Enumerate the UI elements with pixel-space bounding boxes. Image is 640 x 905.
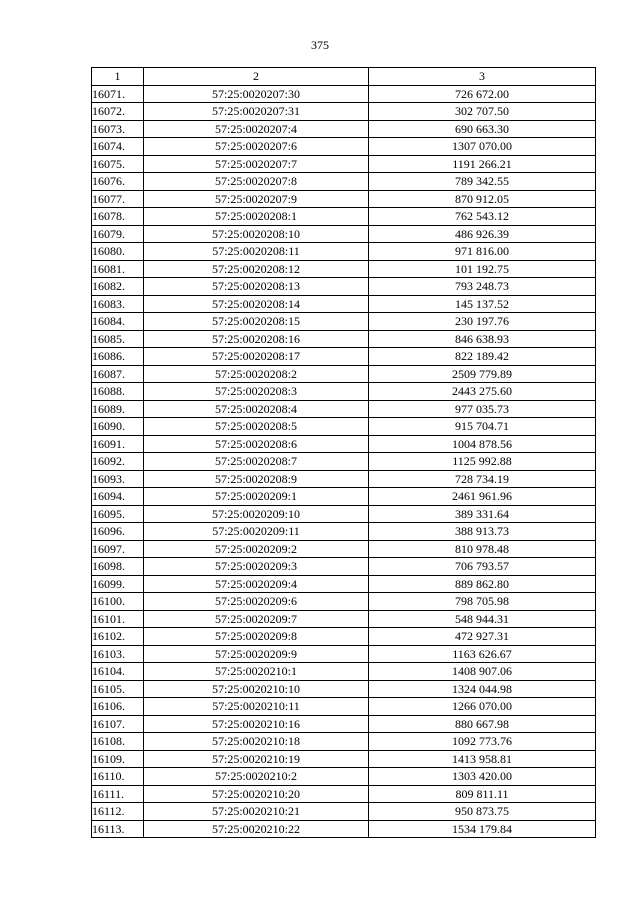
row-number-cell: 16088.	[92, 383, 144, 401]
row-number-cell: 16086.	[92, 348, 144, 366]
cadastral-number-cell: 57:25:0020208:9	[144, 470, 369, 488]
row-number-cell: 16071.	[92, 85, 144, 103]
value-cell: 101 192.75	[369, 260, 596, 278]
value-cell: 486 926.39	[369, 225, 596, 243]
cadastral-number-cell: 57:25:0020209:6	[144, 593, 369, 611]
table-row	[92, 103, 596, 121]
row-number-cell: 16077.	[92, 190, 144, 208]
data-table	[91, 67, 596, 838]
row-number-cell: 16110.	[92, 768, 144, 786]
cadastral-number-cell: 57:25:0020208:3	[144, 383, 369, 401]
row-number-cell: 16096.	[92, 523, 144, 541]
row-number-cell: 16101.	[92, 610, 144, 628]
row-number-cell: 16075.	[92, 155, 144, 173]
cadastral-number-cell: 57:25:0020208:16	[144, 330, 369, 348]
column-header-3: 3	[369, 68, 596, 86]
cadastral-number-cell: 57:25:0020208:12	[144, 260, 369, 278]
column-header-1: 1	[92, 68, 144, 86]
row-number-cell: 16108.	[92, 733, 144, 751]
value-cell: 762 543.12	[369, 208, 596, 226]
table-row	[92, 383, 596, 401]
value-cell: 1408 907.06	[369, 663, 596, 681]
row-number-cell: 16076.	[92, 173, 144, 191]
value-cell: 846 638.93	[369, 330, 596, 348]
table-row	[92, 330, 596, 348]
row-number-cell: 16095.	[92, 505, 144, 523]
table-row	[92, 820, 596, 838]
row-number-cell: 16104.	[92, 663, 144, 681]
value-cell: 706 793.57	[369, 558, 596, 576]
value-cell: 810 978.48	[369, 540, 596, 558]
table-row	[92, 313, 596, 331]
table-row	[92, 750, 596, 768]
cadastral-number-cell: 57:25:0020210:19	[144, 750, 369, 768]
page-number: 375	[311, 38, 329, 52]
row-number-cell: 16078.	[92, 208, 144, 226]
cadastral-number-cell: 57:25:0020209:10	[144, 505, 369, 523]
row-number-cell: 16106.	[92, 698, 144, 716]
table-row	[92, 225, 596, 243]
cadastral-number-cell: 57:25:0020208:14	[144, 295, 369, 313]
table-row	[92, 155, 596, 173]
table-row	[92, 505, 596, 523]
cadastral-number-cell: 57:25:0020208:13	[144, 278, 369, 296]
cadastral-number-cell: 57:25:0020208:15	[144, 313, 369, 331]
value-cell: 548 944.31	[369, 610, 596, 628]
value-cell: 880 667.98	[369, 715, 596, 733]
row-number-cell: 16094.	[92, 488, 144, 506]
table-row	[92, 488, 596, 506]
table-row	[92, 733, 596, 751]
table-row	[92, 243, 596, 261]
cadastral-number-cell: 57:25:0020210:21	[144, 803, 369, 821]
table-row	[92, 260, 596, 278]
table-row	[92, 558, 596, 576]
cadastral-number-cell: 57:25:0020208:5	[144, 418, 369, 436]
value-cell: 1307 070.00	[369, 138, 596, 156]
row-number-cell: 16111.	[92, 785, 144, 803]
value-cell: 798 705.98	[369, 593, 596, 611]
cadastral-number-cell: 57:25:0020207:31	[144, 103, 369, 121]
table-row	[92, 453, 596, 471]
table-header-row	[92, 68, 596, 86]
row-number-cell: 16084.	[92, 313, 144, 331]
table-row	[92, 663, 596, 681]
value-cell: 977 035.73	[369, 400, 596, 418]
table-row	[92, 278, 596, 296]
cadastral-number-cell: 57:25:0020208:11	[144, 243, 369, 261]
row-number-cell: 16074.	[92, 138, 144, 156]
value-cell: 1125 992.88	[369, 453, 596, 471]
cadastral-number-cell: 57:25:0020210:16	[144, 715, 369, 733]
row-number-cell: 16083.	[92, 295, 144, 313]
value-cell: 388 913.73	[369, 523, 596, 541]
value-cell: 793 248.73	[369, 278, 596, 296]
table-row	[92, 803, 596, 821]
cadastral-number-cell: 57:25:0020208:7	[144, 453, 369, 471]
table-row	[92, 628, 596, 646]
table-row	[92, 680, 596, 698]
cadastral-number-cell: 57:25:0020208:17	[144, 348, 369, 366]
table-row	[92, 523, 596, 541]
cadastral-number-cell: 57:25:0020209:11	[144, 523, 369, 541]
cadastral-number-cell: 57:25:0020209:4	[144, 575, 369, 593]
value-cell: 889 862.80	[369, 575, 596, 593]
row-number-cell: 16082.	[92, 278, 144, 296]
cadastral-number-cell: 57:25:0020208:1	[144, 208, 369, 226]
value-cell: 690 663.30	[369, 120, 596, 138]
table-row	[92, 715, 596, 733]
cadastral-number-cell: 57:25:0020209:1	[144, 488, 369, 506]
table-row	[92, 540, 596, 558]
cadastral-number-cell: 57:25:0020210:22	[144, 820, 369, 838]
cadastral-number-cell: 57:25:0020209:8	[144, 628, 369, 646]
row-number-cell: 16098.	[92, 558, 144, 576]
value-cell: 1004 878.56	[369, 435, 596, 453]
value-cell: 145 137.52	[369, 295, 596, 313]
cadastral-number-cell: 57:25:0020208:6	[144, 435, 369, 453]
row-number-cell: 16097.	[92, 540, 144, 558]
row-number-cell: 16080.	[92, 243, 144, 261]
value-cell: 1534 179.84	[369, 820, 596, 838]
table-row	[92, 400, 596, 418]
cadastral-number-cell: 57:25:0020207:6	[144, 138, 369, 156]
table-row	[92, 593, 596, 611]
cadastral-number-cell: 57:25:0020209:7	[144, 610, 369, 628]
table-row	[92, 698, 596, 716]
row-number-cell: 16072.	[92, 103, 144, 121]
table-row	[92, 190, 596, 208]
value-cell: 472 927.31	[369, 628, 596, 646]
cadastral-number-cell: 57:25:0020210:18	[144, 733, 369, 751]
table-row	[92, 575, 596, 593]
value-cell: 726 672.00	[369, 85, 596, 103]
row-number-cell: 16100.	[92, 593, 144, 611]
value-cell: 230 197.76	[369, 313, 596, 331]
table-row	[92, 120, 596, 138]
row-number-cell: 16081.	[92, 260, 144, 278]
table-row	[92, 348, 596, 366]
table-row	[92, 173, 596, 191]
cadastral-number-cell: 57:25:0020210:11	[144, 698, 369, 716]
value-cell: 302 707.50	[369, 103, 596, 121]
cadastral-number-cell: 57:25:0020209:9	[144, 645, 369, 663]
row-number-cell: 16085.	[92, 330, 144, 348]
value-cell: 1163 626.67	[369, 645, 596, 663]
cadastral-number-cell: 57:25:0020207:7	[144, 155, 369, 173]
table-row	[92, 435, 596, 453]
cadastral-number-cell: 57:25:0020207:4	[144, 120, 369, 138]
row-number-cell: 16073.	[92, 120, 144, 138]
table-body	[92, 85, 596, 838]
value-cell: 728 734.19	[369, 470, 596, 488]
row-number-cell: 16099.	[92, 575, 144, 593]
row-number-cell: 16087.	[92, 365, 144, 383]
row-number-cell: 16107.	[92, 715, 144, 733]
cadastral-number-cell: 57:25:0020209:3	[144, 558, 369, 576]
table-row	[92, 610, 596, 628]
column-header-2: 2	[144, 68, 369, 86]
row-number-cell: 16079.	[92, 225, 144, 243]
table-row	[92, 365, 596, 383]
row-number-cell: 16105.	[92, 680, 144, 698]
value-cell: 1092 773.76	[369, 733, 596, 751]
value-cell: 1324 044.98	[369, 680, 596, 698]
cadastral-number-cell: 57:25:0020209:2	[144, 540, 369, 558]
value-cell: 2461 961.96	[369, 488, 596, 506]
cadastral-number-cell: 57:25:0020210:1	[144, 663, 369, 681]
table-row	[92, 138, 596, 156]
table-row	[92, 295, 596, 313]
row-number-cell: 16112.	[92, 803, 144, 821]
cadastral-number-cell: 57:25:0020210:2	[144, 768, 369, 786]
row-number-cell: 16103.	[92, 645, 144, 663]
table-row	[92, 645, 596, 663]
value-cell: 389 331.64	[369, 505, 596, 523]
cadastral-number-cell: 57:25:0020207:9	[144, 190, 369, 208]
value-cell: 1266 070.00	[369, 698, 596, 716]
value-cell: 950 873.75	[369, 803, 596, 821]
row-number-cell: 16092.	[92, 453, 144, 471]
row-number-cell: 16091.	[92, 435, 144, 453]
value-cell: 915 704.71	[369, 418, 596, 436]
value-cell: 870 912.05	[369, 190, 596, 208]
value-cell: 822 189.42	[369, 348, 596, 366]
row-number-cell: 16109.	[92, 750, 144, 768]
table-row	[92, 785, 596, 803]
value-cell: 789 342.55	[369, 173, 596, 191]
value-cell: 1413 958.81	[369, 750, 596, 768]
value-cell: 2509 779.89	[369, 365, 596, 383]
row-number-cell: 16093.	[92, 470, 144, 488]
value-cell: 809 811.11	[369, 785, 596, 803]
cadastral-number-cell: 57:25:0020208:10	[144, 225, 369, 243]
table-row	[92, 208, 596, 226]
table-row	[92, 768, 596, 786]
cadastral-number-cell: 57:25:0020207:8	[144, 173, 369, 191]
value-cell: 2443 275.60	[369, 383, 596, 401]
row-number-cell: 16090.	[92, 418, 144, 436]
table-row	[92, 85, 596, 103]
table-row	[92, 470, 596, 488]
cadastral-number-cell: 57:25:0020208:2	[144, 365, 369, 383]
value-cell: 971 816.00	[369, 243, 596, 261]
row-number-cell: 16102.	[92, 628, 144, 646]
value-cell: 1191 266.21	[369, 155, 596, 173]
cadastral-number-cell: 57:25:0020210:10	[144, 680, 369, 698]
cadastral-number-cell: 57:25:0020207:30	[144, 85, 369, 103]
table-row	[92, 418, 596, 436]
value-cell: 1303 420.00	[369, 768, 596, 786]
cadastral-number-cell: 57:25:0020210:20	[144, 785, 369, 803]
cadastral-number-cell: 57:25:0020208:4	[144, 400, 369, 418]
row-number-cell: 16113.	[92, 820, 144, 838]
row-number-cell: 16089.	[92, 400, 144, 418]
